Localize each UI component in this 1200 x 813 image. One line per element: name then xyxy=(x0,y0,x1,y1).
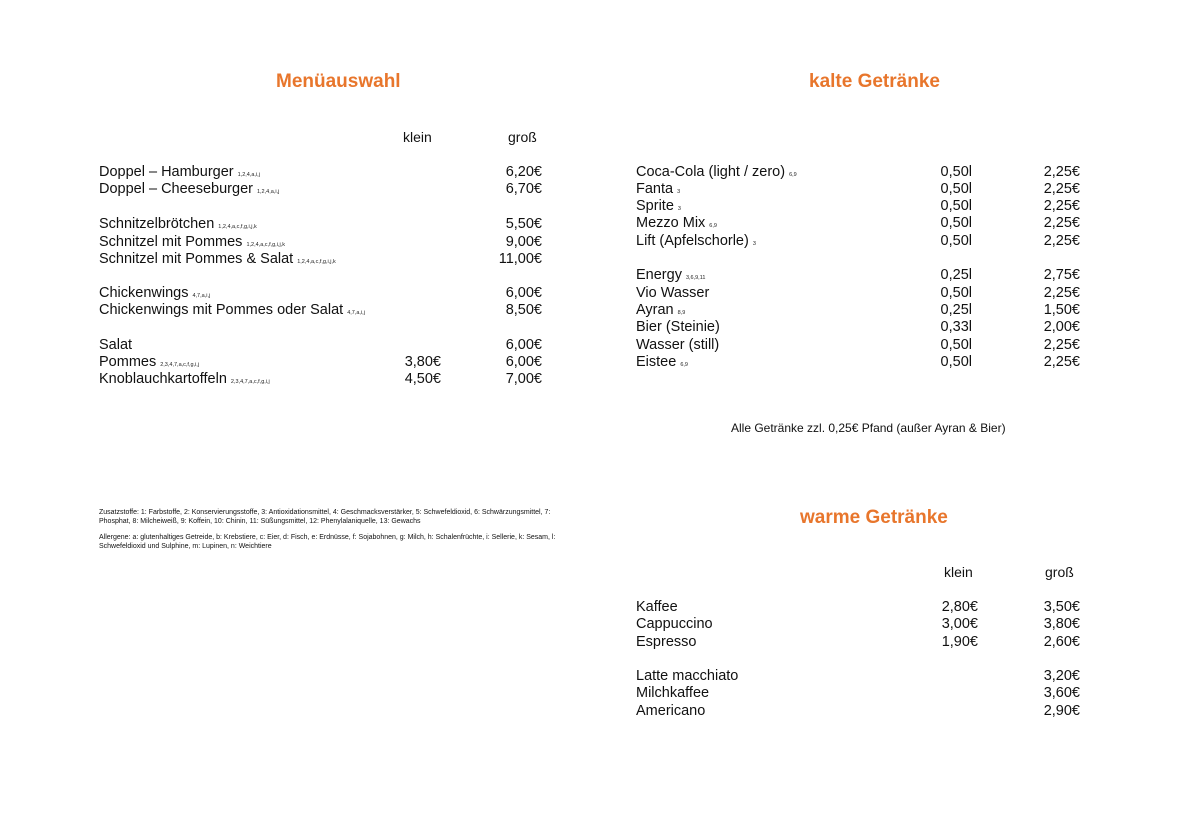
list-item xyxy=(99,233,542,251)
item-codes: 2,3,4,7,a,c,f,g,i,j xyxy=(230,379,270,385)
item-codes: 3,6,9,11 xyxy=(685,275,706,281)
item-name xyxy=(99,370,270,391)
list-item xyxy=(636,214,1080,232)
item-name xyxy=(99,336,132,354)
item-small: 3,80€ xyxy=(404,354,441,370)
item-volume: 0,50l xyxy=(940,181,972,197)
item-name xyxy=(636,232,756,253)
item-codes: 6,9 xyxy=(680,362,688,368)
list-item xyxy=(636,702,1080,720)
menu-col-small-header: klein xyxy=(403,129,432,145)
list-item xyxy=(636,180,1080,198)
item-large: 6,00€ xyxy=(505,285,542,301)
item-large: 6,00€ xyxy=(505,337,542,353)
item-large: 6,00€ xyxy=(505,354,542,370)
item-codes: 1,2,4,a,c,f,g,i,j,k xyxy=(246,242,285,248)
item-large: 2,90€ xyxy=(1043,703,1080,719)
item-name-text: Pommes xyxy=(99,354,157,370)
item-price: 2,25€ xyxy=(1043,337,1080,353)
item-name-text: Coca-Cola (light / zero) xyxy=(636,164,786,180)
item-name-text: Eistee xyxy=(636,354,677,370)
item-volume: 0,50l xyxy=(940,233,972,249)
item-name-text: Cappuccino xyxy=(636,616,713,632)
item-name-text: Ayran xyxy=(636,302,674,318)
item-large: 3,80€ xyxy=(1043,616,1080,632)
item-price: 1,50€ xyxy=(1043,302,1080,318)
item-name-text: Schnitzel mit Pommes xyxy=(99,234,243,250)
list-item xyxy=(636,301,1080,319)
item-codes: 3 xyxy=(677,189,681,195)
item-name xyxy=(636,598,678,616)
list-item xyxy=(99,163,542,181)
item-name xyxy=(636,318,720,336)
item-volume: 0,33l xyxy=(940,319,972,335)
item-price: 2,25€ xyxy=(1043,215,1080,231)
warm-col-small-header: klein xyxy=(944,564,973,580)
list-item xyxy=(99,370,542,388)
item-name-text: Doppel – Cheeseburger xyxy=(99,181,253,197)
item-volume: 0,25l xyxy=(940,302,972,318)
item-large: 6,20€ xyxy=(505,164,542,180)
item-codes: 3 xyxy=(752,241,756,247)
item-small: 4,50€ xyxy=(404,371,441,387)
item-name-text: Bier (Steinie) xyxy=(636,319,720,335)
item-name-text: Latte macchiato xyxy=(636,668,739,684)
item-large: 7,00€ xyxy=(505,371,542,387)
item-volume: 0,50l xyxy=(940,215,972,231)
list-item xyxy=(99,284,542,302)
item-price: 2,75€ xyxy=(1043,267,1080,283)
additives-note: Zusatzstoffe: 1: Farbstoffe, 2: Konservierungsstoffe, 3: Antioxidationsmittel, 4: Geschmacksverstärker, 5: Schwefeldioxid, 6: Schwärzungsmittel, 7: Phosphat, 8: Milcheiweiß, 9: Koffein, 10: Chinin, 11: Süßungsmittel, 12: Phenylalaniquelle, 13: Gewachs xyxy=(99,509,551,525)
legend-notes xyxy=(99,508,569,558)
item-name-text: Fanta xyxy=(636,181,674,197)
menu-title: Menüauswahl xyxy=(276,71,401,92)
item-large: 9,00€ xyxy=(505,234,542,250)
item-small: 1,90€ xyxy=(941,634,978,650)
item-price: 2,25€ xyxy=(1043,164,1080,180)
item-name-text: Lift (Apfelschorle) xyxy=(636,233,749,249)
list-item xyxy=(636,266,1080,284)
item-name xyxy=(99,301,365,322)
warm-col-large-header: groß xyxy=(1045,564,1074,580)
item-name-text: Salat xyxy=(99,337,133,353)
list-item xyxy=(99,180,542,198)
item-name-text: Americano xyxy=(636,703,706,719)
list-item xyxy=(99,353,542,371)
item-volume: 0,50l xyxy=(940,337,972,353)
item-price: 2,25€ xyxy=(1043,285,1080,301)
item-large: 3,60€ xyxy=(1043,685,1080,701)
item-large: 2,60€ xyxy=(1043,634,1080,650)
deposit-note: Alle Getränke zzl. 0,25€ Pfand (außer Ayran & Bier) xyxy=(731,421,1006,435)
item-codes: 1,2,4,a,c,f,g,i,j,k xyxy=(297,259,336,265)
item-codes: 2,3,4,7,a,c,f,g,i,j xyxy=(160,362,200,368)
item-name-text: Schnitzelbrötchen xyxy=(99,216,215,232)
item-codes: 1,2,4,a,i,j xyxy=(256,189,280,195)
item-name-text: Knoblauchkartoffeln xyxy=(99,371,227,387)
item-codes: 8,9 xyxy=(677,310,686,316)
item-codes: 6,9 xyxy=(789,172,797,178)
item-large: 6,70€ xyxy=(505,181,542,197)
cold-drinks-title: kalte Getränke xyxy=(809,71,940,92)
list-item xyxy=(636,633,1080,651)
item-name xyxy=(636,353,688,374)
item-name-text: Wasser (still) xyxy=(636,337,720,353)
item-name-text: Vio Wasser xyxy=(636,285,710,301)
warm-drinks-title: warme Getränke xyxy=(800,507,948,528)
item-price: 2,00€ xyxy=(1043,319,1080,335)
item-price: 2,25€ xyxy=(1043,181,1080,197)
item-name xyxy=(636,667,738,685)
item-small: 3,00€ xyxy=(941,616,978,632)
item-name xyxy=(636,633,696,651)
item-name xyxy=(636,702,705,720)
item-small: 2,80€ xyxy=(941,599,978,615)
item-codes: 1,2,4,a,i,j xyxy=(237,172,260,178)
list-item xyxy=(636,284,1080,302)
list-item xyxy=(99,301,542,319)
item-codes: 4,7,a,i,j xyxy=(347,310,365,316)
list-item xyxy=(636,684,1080,702)
list-item xyxy=(636,598,1080,616)
list-item xyxy=(99,215,542,233)
list-item xyxy=(636,318,1080,336)
list-item xyxy=(636,667,1080,685)
item-codes: 1,2,4,a,c,f,g,i,j,k xyxy=(218,224,257,230)
item-price: 2,25€ xyxy=(1043,233,1080,249)
item-name-text: Chickenwings xyxy=(99,285,189,301)
item-large: 5,50€ xyxy=(505,216,542,232)
allergens-note: Allergene: a: glutenhaltiges Getreide, b: Krebstiere, c: Eier, d: Fisch, e: Erdnüsse, f: Sojabohnen, g: Milch, h: Schalenfrüchte, i: Sellerie, k: Sesam, l: Schwefeldioxid und Sulphine, m: Lupinen, n: Weichtiere xyxy=(99,534,556,550)
list-item xyxy=(636,197,1080,215)
item-codes: 3 xyxy=(677,206,681,212)
item-large: 8,50€ xyxy=(505,302,542,318)
item-volume: 0,50l xyxy=(940,354,972,370)
item-large: 3,50€ xyxy=(1043,599,1080,615)
item-name-text: Mezzo Mix xyxy=(636,215,706,231)
item-name-text: Chickenwings mit Pommes oder Salat xyxy=(99,302,344,318)
list-item xyxy=(99,250,542,268)
item-codes: 4,7,a,i,j xyxy=(192,293,211,299)
list-item xyxy=(636,336,1080,354)
item-price: 2,25€ xyxy=(1043,354,1080,370)
item-volume: 0,50l xyxy=(940,285,972,301)
item-name-text: Espresso xyxy=(636,634,697,650)
item-name-text: Sprite xyxy=(636,198,674,214)
item-volume: 0,25l xyxy=(940,267,972,283)
item-name-text: Schnitzel mit Pommes & Salat xyxy=(99,251,294,267)
item-large: 3,20€ xyxy=(1043,668,1080,684)
item-name-text: Milchkaffee xyxy=(636,685,710,701)
list-item xyxy=(99,336,542,354)
item-name-text: Energy xyxy=(636,267,682,283)
item-volume: 0,50l xyxy=(940,164,972,180)
item-name xyxy=(636,684,709,702)
item-name xyxy=(636,336,719,354)
menu-col-large-header: groß xyxy=(508,129,537,145)
item-name xyxy=(99,180,279,201)
item-name xyxy=(636,615,713,633)
item-large: 11,00€ xyxy=(498,251,542,267)
item-name-text: Kaffee xyxy=(636,599,678,615)
item-name xyxy=(99,250,336,271)
list-item xyxy=(636,232,1080,250)
item-volume: 0,50l xyxy=(940,198,972,214)
list-item xyxy=(636,353,1080,371)
list-item xyxy=(636,163,1080,181)
item-price: 2,25€ xyxy=(1043,198,1080,214)
item-name xyxy=(636,284,709,302)
list-item xyxy=(636,615,1080,633)
item-codes: 6,9 xyxy=(709,223,717,229)
item-name-text: Doppel – Hamburger xyxy=(99,164,234,180)
